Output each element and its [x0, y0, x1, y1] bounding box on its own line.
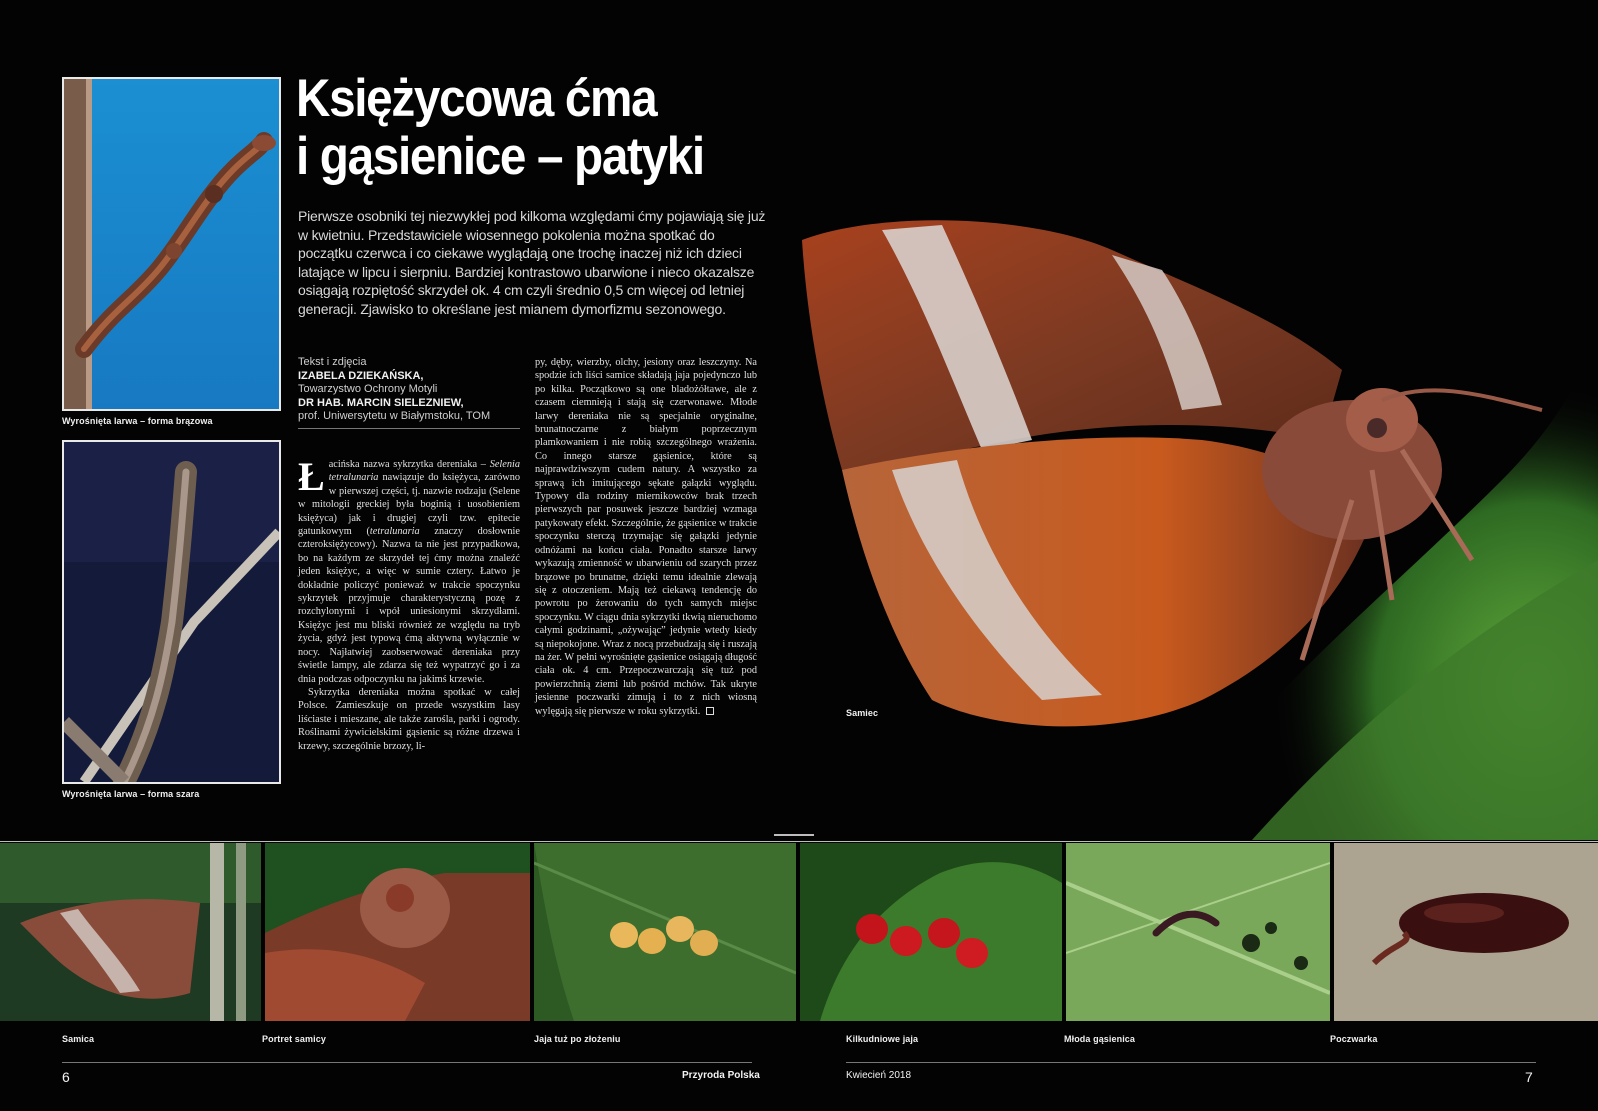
- lead-paragraph: Pierwsze osobniki tej niezwykłej pod kilkoma względami ćmy pojawiają się już w kwietniu. Przedstawiciele wiosennego pokolenia można spotkać do początku czerwca i co ciekawe wyglądają one trochę inaczej niż ich dzieci latające w lipcu i sierpniu. Bardziej kontrastowo ubarwione i nieco okazalsze osiągają rozpiętość skrzydeł ok. 4 cm czyli średnio 0,5 cm więcej od letniej generacji. Zjawisko to określane jest mianem dymorfizmu sezonowego.: [298, 208, 766, 317]
- female-portrait-image: [265, 843, 530, 1021]
- title-line-1: Księżycowa ćma: [296, 69, 657, 128]
- credits-block: [298, 356, 520, 429]
- caption-larva-brown: Wyrośnięta larwa – forma brązowa: [62, 416, 213, 426]
- photo-old-eggs: [800, 843, 1062, 1021]
- affiliation-1: Towarzystwo Ochrony Motyli: [298, 383, 438, 395]
- body-column-1: [298, 454, 520, 753]
- photo-male-moth: [782, 0, 1598, 840]
- strip-divider: [0, 841, 1598, 842]
- photo-female: [0, 843, 261, 1021]
- photo-pupa: [1334, 843, 1598, 1021]
- caption-female-portrait: Portret samicy: [262, 1034, 326, 1044]
- drop-cap: Ł: [298, 454, 325, 499]
- author-2: DR HAB. MARCIN SIELEZNIEW,: [298, 396, 464, 409]
- photo-larva-grey: [64, 442, 279, 782]
- body-column-2: [535, 356, 757, 718]
- page-number-left: 6: [62, 1069, 70, 1085]
- species-name: Selenia tetralunaria: [328, 459, 520, 484]
- old-eggs-image: [800, 843, 1062, 1021]
- caption-female: Samica: [62, 1034, 95, 1044]
- fresh-eggs-image: [534, 843, 796, 1021]
- pupa-image: [1334, 843, 1598, 1021]
- page-number-right: 7: [1525, 1069, 1533, 1085]
- photo-female-portrait: [265, 843, 530, 1021]
- caption-pupa: Poczwarka: [1330, 1034, 1378, 1044]
- credits-label: Tekst i zdjęcia: [298, 356, 367, 368]
- affiliation-2: prof. Uniwersytetu w Białymstoku, TOM: [298, 410, 491, 422]
- author-1: IZABELA DZIEKAŃSKA,: [298, 369, 424, 382]
- young-caterpillar-image: [1066, 843, 1330, 1021]
- caption-young-caterpillar: Młoda gąsienica: [1064, 1034, 1136, 1044]
- female-moth-image: [0, 843, 261, 1021]
- title-line-2: i gąsienice – patyki: [296, 127, 704, 186]
- caption-male: Samiec: [846, 708, 879, 718]
- body-text: acińska nazwa sykrzytka dereniaka –: [328, 459, 490, 470]
- larva-grey-image: [64, 442, 279, 782]
- footer-rule-left: [62, 1062, 752, 1063]
- magazine-name: Przyroda Polska: [682, 1070, 760, 1081]
- photo-young-caterpillar: [1066, 843, 1330, 1021]
- epithet: tetralunaria: [369, 526, 420, 538]
- photo-fresh-eggs: [534, 843, 796, 1021]
- caption-larva-grey: Wyrośnięta larwa – forma szara: [62, 789, 200, 799]
- body-text: znaczy dosłownie czteroksiężycowy). Nazwa ta nie jest przypadkowa, bo na każdym ze skrzydeł tej ćmy można znaleźć jeden księżyc, a więc w sumie cztery. Łatwo je dokładnie policzyć ponieważ w trakcie spoczynku sykrzytek przyjmuje charakterystyczną pozę z rozchylonymi i wpół uniesionymi skrzydłami. Księżyc jest mu bliski również ze względu na tryb życia, gdyż jest typową ćmą aktywną wyłącznie w nocy. Najłatwiej zaobserwować dereniaka przy świetle lampy, ale zdarza się też wypatrzyć go i za dnia podczas odpoczynku na jakimś krzewie.: [298, 526, 520, 685]
- caption-old-eggs: Kilkudniowe jaja: [846, 1034, 919, 1044]
- larva-brown-image: [64, 79, 279, 409]
- strip-marker: [774, 834, 814, 836]
- article-title: [296, 70, 719, 186]
- body-paragraph-3: [535, 356, 757, 718]
- body-paragraph-1: [298, 454, 520, 686]
- body-text: nawiązuje do księżyca, zarówno w pierwszej części, tj. nazwie rodzaju (Selene w mitologii greckiej była boginią i uosobieniem księżyca) jak i drugiej czyli tzw. epitecie gatunkowym (: [298, 472, 520, 538]
- issue-date: Kwiecień 2018: [846, 1070, 912, 1081]
- caption-fresh-eggs: Jaja tuż po złożeniu: [534, 1034, 621, 1044]
- body-paragraph-2: Sykrzytka dereniaka można spotkać w całej Polsce. Zamieszkuje on przede wszystkim lasy liściaste i mieszane, ale także zarośla, parki i ogrody. Roślinami żywicielskimi gąsienic są różne drzewa i krzewy, szczególnie brzozy, li-: [298, 686, 520, 752]
- footer-rule-right: [846, 1062, 1536, 1063]
- male-moth-image: [782, 0, 1598, 840]
- photo-larva-brown: [64, 79, 279, 409]
- body-text: py, dęby, wierzby, olchy, jesiony oraz leszczyny. Na spodzie ich liści samice składają jaja pojedynczo lub po kilka. Początkowo są one bladożółtawe, ale z czasem ciemnieją i stają się czerwonawe. Młode larwy dereniaka nie są specjalnie oryginalne, brunatnoczarne z białym poprzecznym plamkowaniem i nie robią szczególnego wrażenia. Co innego starsze gąsienice, które są najprawdziwszym cudem natury. A wszystko za sprawą ich imitującego sękate gałązki wyglądu. Typowy dla rodziny miernikowców brak trzech pierwszych par posuwek jeszcze bardziej wzmaga patykowaty efekt. Szczególnie, że gąsienice w trakcie spoczynku sterczą trzymając się gałązki jedynie odnóżami na końcu ciała. Ponadto starsze larwy wykazują zmienność w ubarwieniu od szarych przez brązowe po brunatne, dzięki temu idealnie zlewają się z otoczeniem. Mają też ciekawą tendencję do powrotu po żerowaniu do tych samych miejsc spoczynku. W ciągu dnia sykrzytki tkwią nieruchomo całymi godzinami, „ożywając” jedynie wtedy kiedy są niepokojone. Wraz z nocą przebudzają się i ruszają na żer. W pełni wyrośnięte gąsienice osiągają długość ciała ok. 4 cm. Przepoczwarczają się tuż pod powierzchnią ziemi lub pośród mchów. Tak ukryte jesienne poczwarki zimują i to z nich wiosną wylęgają się pierwsze w roku sykrzytki.: [535, 357, 757, 717]
- end-mark: [706, 707, 714, 715]
- credits-divider: [298, 428, 520, 429]
